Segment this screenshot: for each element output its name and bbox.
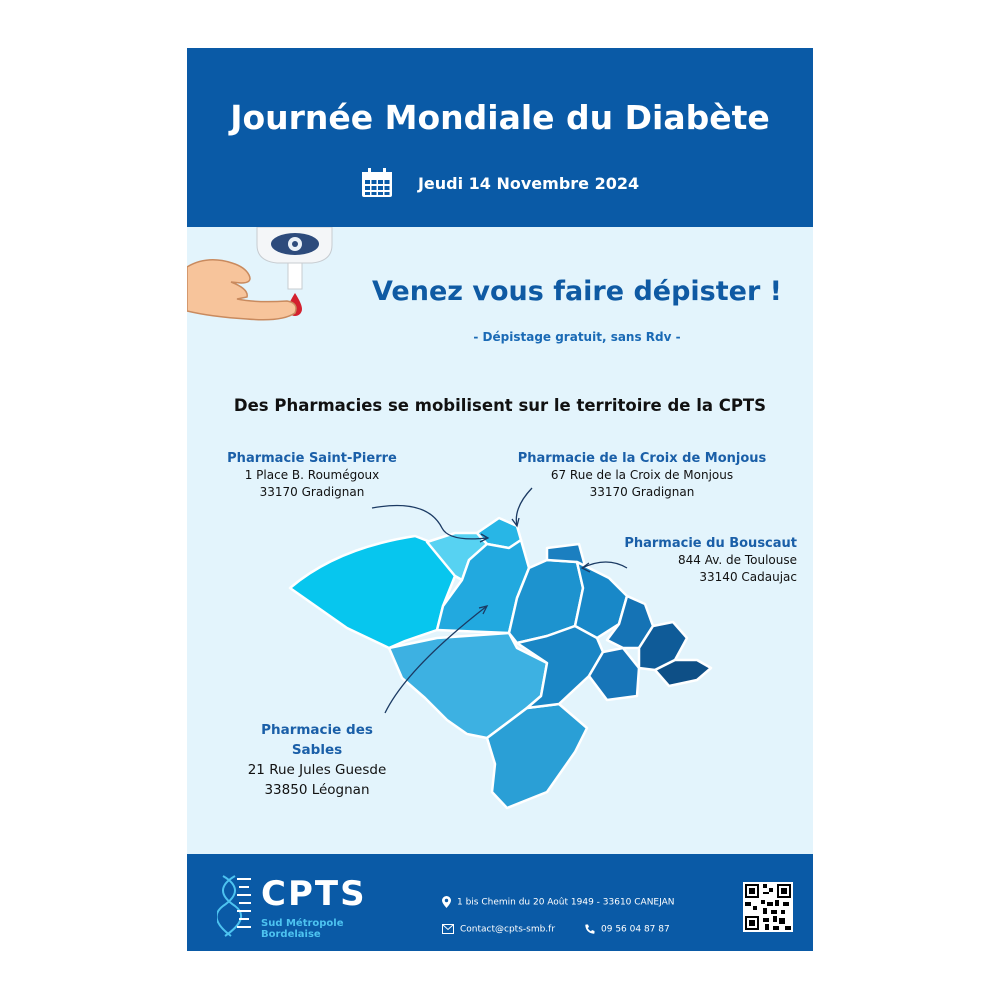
logo-subtitle-line1: Sud Métropole <box>261 918 344 929</box>
pharmacy-saint-pierre <box>227 450 397 501</box>
location-pin-icon <box>442 896 451 908</box>
pharmacy-street: 67 Rue de la Croix de Monjous <box>550 468 734 482</box>
logo-subtitle <box>261 918 344 940</box>
pharmacy-city: 33850 Léognan <box>264 782 370 798</box>
footer-phone[interactable] <box>585 924 670 935</box>
pharmacy-city: 33170 Gradignan <box>589 485 695 499</box>
logo-title: CPTS <box>261 874 367 914</box>
footer-email[interactable] <box>442 924 555 935</box>
pharmacy-name: Pharmacie du Bouscaut <box>624 536 797 551</box>
phone-icon <box>585 924 595 934</box>
pharmacy-bouscaut <box>617 535 797 586</box>
dna-logo-icon <box>217 874 257 938</box>
section-title: Des Pharmacies se mobilisent sur le territoire de la CPTS <box>233 396 767 415</box>
footer-phone-text[interactable]: 09 56 04 87 87 <box>601 924 670 935</box>
page-title: Journée Mondiale du Diabète <box>230 98 770 137</box>
pharmacy-street: 844 Av. de Toulouse <box>678 553 797 567</box>
event-date: Jeudi 14 Novembre 2024 <box>417 173 640 193</box>
pharmacy-croix-de-monjous <box>517 450 767 501</box>
footer-address <box>442 896 675 908</box>
pharmacy-name: Pharmacie de la Croix de Monjous <box>517 451 767 466</box>
pharmacy-city: 33140 Cadaujac <box>699 570 797 584</box>
pharmacy-city: 33170 Gradignan <box>259 485 365 499</box>
pharmacy-sables <box>237 720 397 800</box>
screening-subtitle: - Dépistage gratuit, sans Rdv - <box>473 330 681 344</box>
qr-code-icon[interactable] <box>743 882 793 932</box>
pharmacy-name: Pharmacie des Sables <box>261 722 373 758</box>
pharmacy-street: 21 Rue Jules Guesde <box>247 762 387 778</box>
pharmacy-name: Pharmacie Saint-Pierre <box>227 451 397 466</box>
map-zone-west <box>290 536 455 648</box>
pharmacy-street: 1 Place B. Roumégoux <box>244 468 380 482</box>
footer-email-text[interactable]: Contact@cpts-smb.fr <box>460 924 556 935</box>
mail-icon <box>442 924 454 934</box>
footer <box>187 854 813 951</box>
logo-subtitle-line2: Bordelaise <box>261 929 321 940</box>
tagline: Venez vous faire dépister ! <box>371 276 782 307</box>
poster <box>187 48 813 951</box>
footer-address-text: 1 bis Chemin du 20 Août 1949 - 33610 CANEJAN <box>457 897 675 908</box>
